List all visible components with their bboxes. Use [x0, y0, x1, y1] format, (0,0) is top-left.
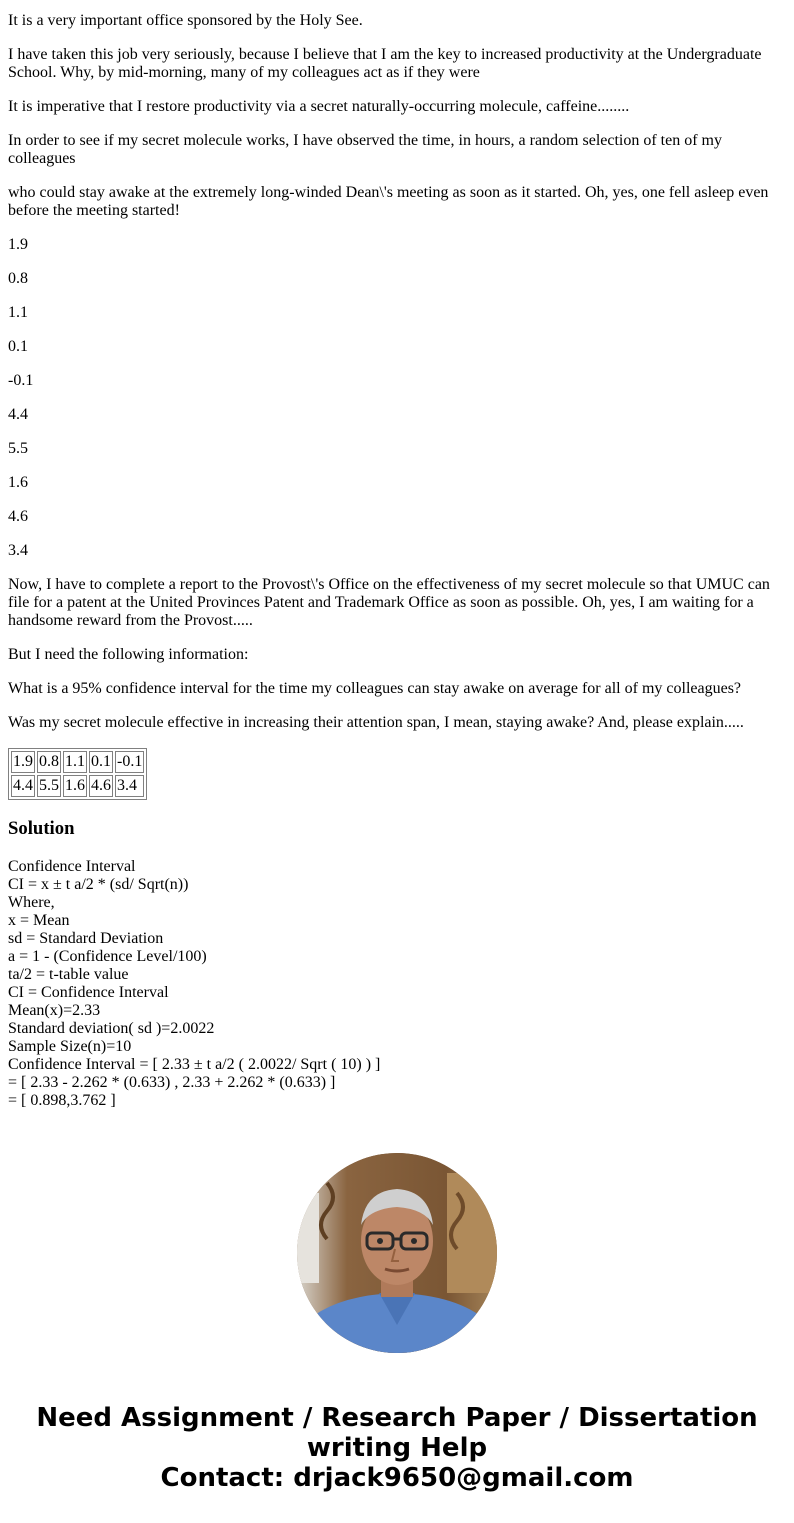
table-cell: 4.6	[89, 775, 113, 797]
table-cell: 0.1	[89, 751, 113, 773]
solution-line: Mean(x)=2.33	[8, 1002, 101, 1019]
observation-paragraph: In order to see if my secret molecule works, I have observed the time, in hours, a random selection of ten of my colleagues	[8, 132, 722, 167]
job-paragraph: I have taken this job very seriously, because I believe that I am the key to increased productivity at the Undergraduate School. Why, by mid-morning, many of my colleagues act as if they were	[8, 46, 762, 81]
solution-heading: Solution	[8, 818, 75, 839]
table-cell: 1.1	[63, 751, 87, 773]
tutor-avatar	[297, 1153, 497, 1353]
solution-line: Confidence Interval	[8, 858, 136, 875]
footer-line-1: Need Assignment / Research Paper / Dissertation	[36, 1403, 758, 1433]
table-cell: 5.5	[37, 775, 61, 797]
solution-body	[8, 858, 786, 1110]
solution-line: Sample Size(n)=10	[8, 1038, 132, 1055]
table-row	[11, 751, 144, 773]
solution-line: sd = Standard Deviation	[8, 930, 164, 947]
value-item: 1.1	[8, 304, 28, 321]
value-item: 5.5	[8, 440, 28, 457]
caffeine-paragraph: It is imperative that I restore productivity via a secret naturally-occurring molecule, caffeine........	[8, 98, 630, 115]
table-row	[11, 775, 144, 797]
value-item: 1.6	[8, 474, 28, 491]
solution-line: Confidence Interval = [ 2.33 ± t a/2 ( 2.0022/ Sqrt ( 10) ) ]	[8, 1056, 381, 1073]
value-list	[8, 236, 786, 560]
footer-contact: Contact: drjack9650@gmail.com	[160, 1463, 634, 1493]
value-item: 0.1	[8, 338, 28, 355]
intro-paragraph: It is a very important office sponsored by the Holy See.	[8, 12, 363, 29]
footer-banner	[0, 1403, 794, 1493]
solution-line: = [ 0.898,3.762 ]	[8, 1092, 116, 1109]
value-item: 1.9	[8, 236, 28, 253]
tutor-portrait-icon	[297, 1153, 497, 1353]
solution-line: = [ 2.33 - 2.262 * (0.633) , 2.33 + 2.262 * (0.633) ]	[8, 1074, 336, 1091]
table-cell: 4.4	[11, 775, 35, 797]
table-cell: 3.4	[115, 775, 144, 797]
footer-line-2: writing Help	[306, 1433, 488, 1463]
solution-line: ta/2 = t-table value	[8, 966, 129, 983]
solution-line: CI = Confidence Interval	[8, 984, 169, 1001]
solution-line: Standard deviation( sd )=2.0022	[8, 1020, 215, 1037]
value-item: 3.4	[8, 542, 28, 559]
solution-line: Where,	[8, 894, 55, 911]
data-table	[8, 748, 147, 800]
value-item: 0.8	[8, 270, 28, 287]
report-paragraph: Now, I have to complete a report to the Provost\'s Office on the effectiveness of my secret molecule so that UMUC can file for a patent at the United Provinces Patent and Trademark Office as soon as possible. Oh, yes, I am waiting for a handsome reward from the Provost.....	[8, 576, 770, 629]
table-cell: 1.6	[63, 775, 87, 797]
solution-line: a = 1 - (Confidence Level/100)	[8, 948, 207, 965]
table-cell: 0.8	[37, 751, 61, 773]
solution-line: x = Mean	[8, 912, 70, 929]
table-cell: -0.1	[115, 751, 144, 773]
meeting-paragraph: who could stay awake at the extremely long-winded Dean\'s meeting as soon as it started. Oh, yes, one fell asleep even before the meeting started!	[8, 184, 769, 219]
table-cell: 1.9	[11, 751, 35, 773]
value-item: 4.6	[8, 508, 28, 525]
value-item: -0.1	[8, 372, 34, 389]
document-body	[8, 12, 786, 1110]
effectiveness-question: Was my secret molecule effective in increasing their attention span, I mean, staying awake? And, please explain.....	[8, 714, 744, 731]
solution-line: CI = x ± t a/2 * (sd/ Sqrt(n))	[8, 876, 189, 893]
information-paragraph: But I need the following information:	[8, 646, 249, 663]
value-item: 4.4	[8, 406, 28, 423]
confidence-question: What is a 95% confidence interval for the time my colleagues can stay awake on average for all of my colleagues?	[8, 680, 742, 697]
